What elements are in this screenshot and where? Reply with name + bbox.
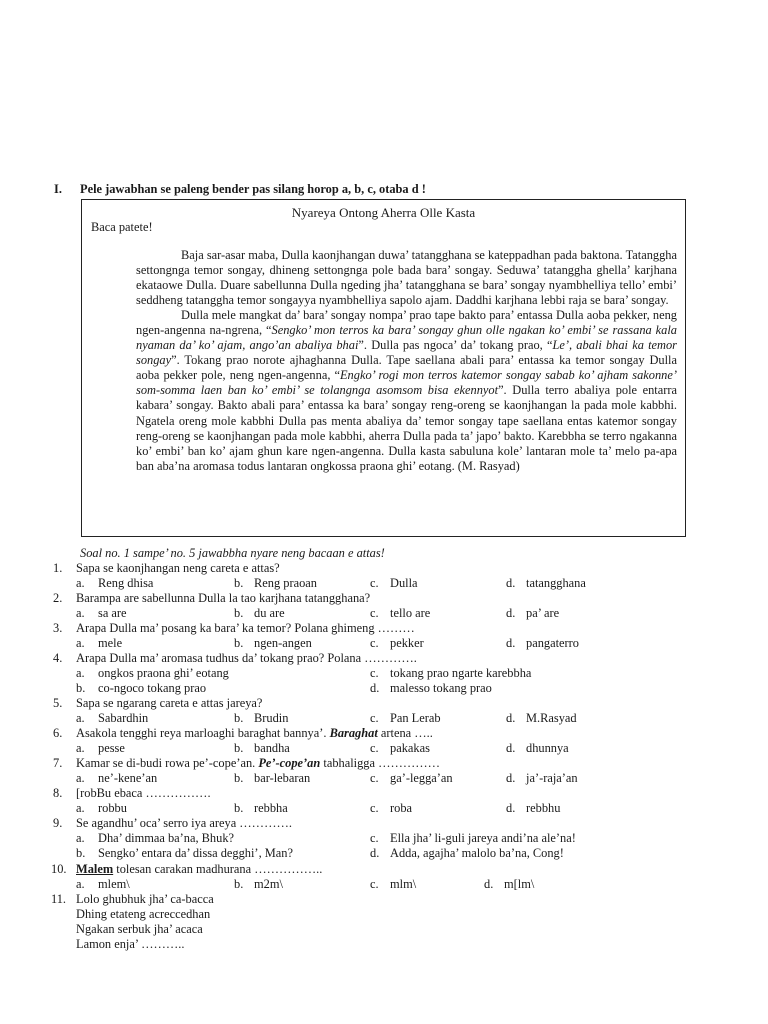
option-letter: d. bbox=[506, 771, 516, 785]
option-letter: a. bbox=[76, 741, 85, 755]
question-text bbox=[76, 756, 440, 771]
option-c[interactable] bbox=[370, 636, 424, 651]
option-text: Dha’ dimmaa ba’na, Bhuk? bbox=[98, 831, 235, 845]
story-p2-part-b: ”. Dulla pas ngoca’ da’ tokang prao, “ bbox=[358, 338, 553, 353]
option-text: tokang prao ngarte karebbha bbox=[390, 666, 532, 680]
question-text: Arapa Dulla ma’ posang ka bara’ ka temor? Polana ghimeng ……… bbox=[76, 621, 415, 635]
option-c[interactable] bbox=[370, 877, 416, 892]
option-b[interactable] bbox=[234, 771, 310, 786]
story-p2-part-d: ”. Dulla terro abaliya pole entarra kabara’ songay. Bakto abali para’ entassa ka bara’ songay reng-oreng se kaonjhangan la pada mole kabbhi. Ngatela oreng mole kabbhi Dulla pas menta abaliya da’ temor songay tape saellana entas katemor songay reng-oreng se kaonjhangan pada mole kabbhi, aherra Dulla pada ta’ japo’ bakto. Karebbha se terro ngakanna ko’ embi’ ban ko’ ajam ghun kare ngen-angenna. Dulla kasta sabuluna kole’ lantaran mole ta’ melo pa-apa ban aba’na aromasa todus lantaran ongkossa praona ghi’ eotang. (M. Rasyad) bbox=[136, 383, 678, 473]
option-d[interactable] bbox=[506, 576, 586, 591]
option-letter: c. bbox=[370, 666, 379, 680]
option-text: ga’-legga’an bbox=[390, 771, 453, 785]
option-c[interactable] bbox=[370, 831, 576, 846]
option-text: Pan Lerab bbox=[390, 711, 441, 725]
option-a[interactable] bbox=[76, 636, 122, 651]
option-d[interactable] bbox=[506, 741, 569, 756]
option-letter: b. bbox=[234, 771, 244, 785]
question-text: Sapa se ngarang careta e attas jareya? bbox=[76, 696, 263, 710]
option-text: Ella jha’ li-guli jareya andi’na ale’na! bbox=[390, 831, 576, 845]
section-number: I. bbox=[54, 182, 62, 196]
option-letter: d. bbox=[506, 741, 516, 755]
option-letter: a. bbox=[76, 636, 85, 650]
option-text: ja’-raja’an bbox=[526, 771, 578, 785]
option-letter: a. bbox=[76, 606, 85, 620]
option-letter: b. bbox=[234, 606, 244, 620]
option-letter: b. bbox=[76, 681, 86, 695]
story-p2-quote-2: Le’, abali bhai ka temor songay bbox=[136, 338, 678, 368]
option-letter: d. bbox=[506, 606, 516, 620]
option-letter: c. bbox=[370, 801, 379, 815]
option-a[interactable] bbox=[76, 831, 234, 846]
option-text: ngen-angen bbox=[254, 636, 312, 650]
option-letter: c. bbox=[370, 606, 379, 620]
story-paragraph-2 bbox=[136, 308, 677, 474]
option-c[interactable] bbox=[370, 711, 441, 726]
option-text: tatangghana bbox=[526, 576, 586, 590]
option-a[interactable] bbox=[76, 606, 127, 621]
option-b[interactable] bbox=[234, 636, 312, 651]
question-text-part: Kamar se di-budi rowa pe’-cope’an. bbox=[76, 756, 259, 770]
question-text-part: tabhaligga …………… bbox=[320, 756, 441, 770]
option-letter: b. bbox=[234, 636, 244, 650]
poem-line: Lamon enja’ ……….. bbox=[76, 937, 185, 951]
question-text: Lolo ghubhuk jha’ ca-bacca bbox=[76, 892, 214, 906]
option-text: Brudin bbox=[254, 711, 289, 725]
option-letter: d. bbox=[370, 846, 380, 860]
option-text: malesso tokang prao bbox=[390, 681, 492, 695]
question-text: Barampa are sabellunna Dulla la tao karjhana tatangghana? bbox=[76, 591, 371, 605]
question-text: Arapa Dulla ma’ aromasa tudhus da’ tokang prao? Polana …………. bbox=[76, 651, 417, 665]
option-d[interactable] bbox=[506, 636, 579, 651]
option-b[interactable] bbox=[234, 711, 288, 726]
story-p2-quote-3: Engko’ rogi mon terros katemor songay sabab ko’ ajham sakonne’ som-somma laen ban ko’ embi’ se tolangnga asomsom bisa ekennyot bbox=[136, 368, 678, 398]
question-keyword: Baraghat bbox=[329, 726, 378, 740]
option-a[interactable] bbox=[76, 711, 148, 726]
option-a[interactable] bbox=[76, 666, 229, 681]
question-number: 7. bbox=[53, 756, 63, 770]
poem-line: Dhing etateng acreccedhan bbox=[76, 907, 211, 921]
story-p2-quote-1: Sengko’ mon terros ka bara’ songay ghun olle ngakan ko’ embi’ se rassana kala nyaman da’ ko’ ajam, ango’an abaliya bhai bbox=[136, 323, 677, 353]
question-text-part: tolesan carakan madhurana …………….. bbox=[113, 862, 323, 876]
option-letter: d. bbox=[506, 636, 516, 650]
option-letter: c. bbox=[370, 831, 379, 845]
option-text: sa are bbox=[98, 606, 127, 620]
option-letter: d. bbox=[484, 877, 494, 891]
option-letter: a. bbox=[76, 666, 85, 680]
question-number: 10. bbox=[51, 862, 67, 876]
option-letter: b. bbox=[76, 846, 86, 860]
option-text: bar-lebaran bbox=[254, 771, 311, 785]
question-number: 9. bbox=[53, 816, 63, 830]
option-text: du are bbox=[254, 606, 285, 620]
option-text: rebbha bbox=[254, 801, 288, 815]
question-text: Se agandhu’ oca’ serro iya areya …………. bbox=[76, 816, 292, 830]
option-letter: c. bbox=[370, 771, 379, 785]
option-text: roba bbox=[390, 801, 413, 815]
option-letter: c. bbox=[370, 711, 379, 725]
option-d[interactable] bbox=[370, 681, 492, 696]
option-text: M.Rasyad bbox=[526, 711, 577, 725]
option-d[interactable] bbox=[506, 801, 560, 816]
option-letter: b. bbox=[234, 877, 244, 891]
option-text: Reng dhisa bbox=[98, 576, 154, 590]
option-c[interactable] bbox=[370, 801, 412, 816]
option-text: tello are bbox=[390, 606, 431, 620]
option-letter: a. bbox=[76, 771, 85, 785]
option-letter: d. bbox=[506, 801, 516, 815]
question-number: 2. bbox=[53, 591, 63, 605]
option-letter: a. bbox=[76, 831, 85, 845]
question-keyword: Malem bbox=[76, 862, 114, 876]
story-p2-part-a: Dulla mele mangkat da’ bara’ songay nompa’ prao tape bakto para’ entassa Dulla aoba pekker, neng ngen-angenna na-ngrena, “ bbox=[136, 308, 677, 338]
option-text: ne’-kene’an bbox=[98, 771, 158, 785]
option-text: m[lm\ bbox=[504, 877, 535, 891]
option-letter: c. bbox=[370, 741, 379, 755]
question-number: 6. bbox=[53, 726, 63, 740]
option-c[interactable] bbox=[370, 771, 453, 786]
question-number: 4. bbox=[53, 651, 63, 665]
option-text: pangaterro bbox=[526, 636, 579, 650]
option-letter: b. bbox=[234, 801, 244, 815]
question-text: Sapa se kaonjhangan neng careta e attas? bbox=[76, 561, 280, 575]
option-a[interactable] bbox=[76, 741, 125, 756]
option-text: dhunnya bbox=[526, 741, 569, 755]
option-a[interactable] bbox=[76, 801, 127, 816]
option-b[interactable] bbox=[234, 741, 290, 756]
option-text: mlm\ bbox=[390, 877, 417, 891]
option-text: rebbhu bbox=[526, 801, 561, 815]
question-number: 3. bbox=[53, 621, 63, 635]
option-letter: b. bbox=[234, 741, 244, 755]
option-text: ongkos praona ghi’ eotang bbox=[98, 666, 229, 680]
option-text: pakakas bbox=[390, 741, 430, 755]
option-text: mlem\ bbox=[98, 877, 130, 891]
option-letter: c. bbox=[370, 576, 379, 590]
option-a[interactable] bbox=[76, 771, 157, 786]
option-text: bandha bbox=[254, 741, 290, 755]
option-c[interactable] bbox=[370, 666, 531, 681]
question-number: 1. bbox=[53, 561, 63, 575]
option-letter: a. bbox=[76, 576, 85, 590]
option-letter: c. bbox=[370, 636, 379, 650]
option-letter: a. bbox=[76, 877, 85, 891]
option-text: m2m\ bbox=[254, 877, 283, 891]
option-text: Adda, agajha’ malolo ba’na, Cong! bbox=[390, 846, 564, 860]
story-text bbox=[136, 248, 677, 474]
question-text: [robBu ebaca ……………. bbox=[76, 786, 211, 800]
option-text: Reng praoan bbox=[254, 576, 317, 590]
option-text: mele bbox=[98, 636, 123, 650]
option-text: pekker bbox=[390, 636, 424, 650]
option-c[interactable] bbox=[370, 741, 430, 756]
option-c[interactable] bbox=[370, 576, 418, 591]
question-number: 8. bbox=[53, 786, 63, 800]
option-d[interactable] bbox=[370, 846, 564, 861]
option-letter: b. bbox=[234, 576, 244, 590]
option-letter: b. bbox=[234, 711, 244, 725]
option-text: co-ngoco tokang prao bbox=[98, 681, 207, 695]
question-text bbox=[76, 726, 433, 741]
option-a[interactable] bbox=[76, 576, 153, 591]
option-text: robbu bbox=[98, 801, 127, 815]
option-text: Sengko’ entara da’ dissa degghi’, Man? bbox=[98, 846, 293, 860]
option-letter: d. bbox=[506, 576, 516, 590]
option-letter: d. bbox=[506, 711, 516, 725]
option-b[interactable] bbox=[234, 801, 288, 816]
option-letter: a. bbox=[76, 801, 85, 815]
story-paragraph-1: Baja sar-asar maba, Dulla kaonjhangan duwa’ tatangghana se kateppadhan pada baktona. Tatanggha settongnga temor songay, dhineng settongnga pole bada bara’ songay. Seduwa’ tatanggha ghella’ karjhana ekataowe Dulla. Duare sabellunna Dulla ngeding jha’ tatangghana se bara’ songay nyambhelliya tello’ embi’ seddheng tatanggha temor songayya nyambhelliya sapolo ajam. Daddhi karjhana lebbi raja se bara’ songay. bbox=[136, 248, 677, 308]
option-d[interactable] bbox=[506, 711, 577, 726]
option-letter: d. bbox=[370, 681, 380, 695]
story-p2-part-c: ”. Tokang prao norote ajhaghanna Dulla. Tape saellana abali para’ entassa ka temor songay Dulla aoba pekker pole, neng ngen-angenna, “ bbox=[136, 353, 677, 383]
option-text: pa’ are bbox=[526, 606, 560, 620]
option-d[interactable] bbox=[506, 771, 578, 786]
question-text-part: Asakola tengghi reya marloaghi baraghat bannya’. bbox=[76, 726, 330, 740]
question-text bbox=[76, 862, 322, 877]
question-keyword: Pe’-cope’an bbox=[258, 756, 321, 770]
option-b[interactable] bbox=[76, 681, 206, 696]
question-number: 5. bbox=[53, 696, 63, 710]
question-text-part: artena ….. bbox=[377, 726, 433, 740]
option-letter: c. bbox=[370, 877, 379, 891]
question-number: 11. bbox=[51, 892, 67, 906]
option-b[interactable] bbox=[76, 846, 293, 861]
option-b[interactable] bbox=[234, 877, 283, 892]
option-b[interactable] bbox=[234, 606, 285, 621]
story-box bbox=[81, 199, 686, 537]
option-d[interactable] bbox=[506, 606, 559, 621]
story-title: Nyareya Ontong Aherra Olle Kasta bbox=[291, 205, 476, 220]
option-a[interactable] bbox=[76, 877, 130, 892]
option-text: Dulla bbox=[390, 576, 418, 590]
section-instruction: Pele jawabhan se paleng bender pas silang horop a, b, c, otaba d ! bbox=[80, 182, 426, 196]
option-text: Sabardhin bbox=[98, 711, 149, 725]
option-letter: a. bbox=[76, 711, 85, 725]
questions-intro-note: Soal no. 1 sampe’ no. 5 jawabbha nyare neng bacaan e attas! bbox=[80, 546, 385, 560]
option-text: pesse bbox=[98, 741, 125, 755]
story-subtitle: Baca patete! bbox=[91, 220, 153, 234]
option-d[interactable] bbox=[484, 877, 534, 892]
poem-line: Ngakan serbuk jha’ acaca bbox=[76, 922, 203, 936]
option-b[interactable] bbox=[234, 576, 317, 591]
option-c[interactable] bbox=[370, 606, 430, 621]
